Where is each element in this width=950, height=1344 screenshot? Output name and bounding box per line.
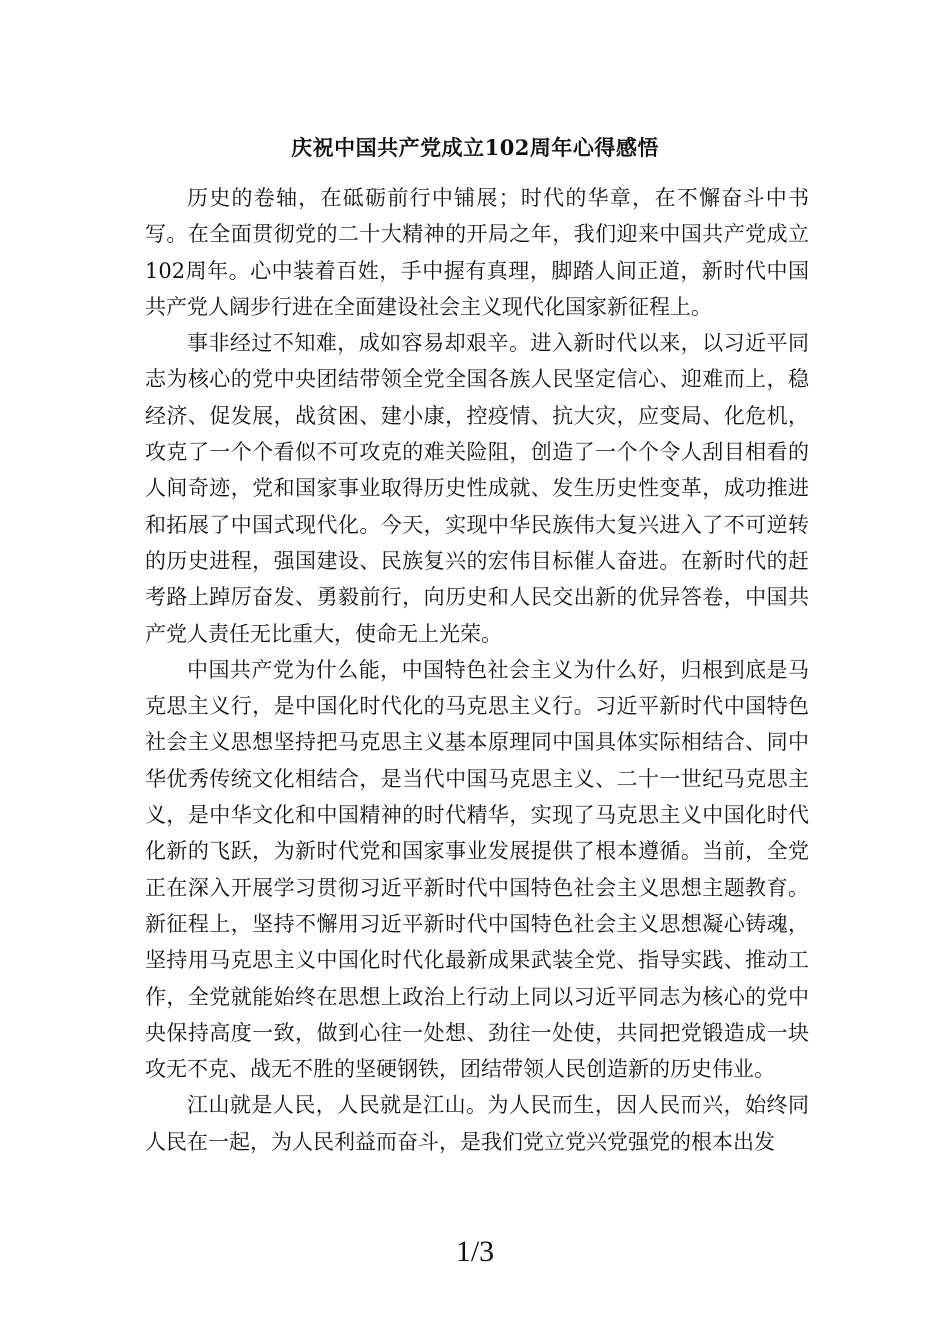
document-title: 庆祝中国共产党成立102周年心得感悟 — [291, 135, 659, 160]
paragraph-3: 中国共产党为什么能，中国特色社会主义为什么好，归根到底是马克思主义行，是中国化时代化的马克思主义行。习近平新时代中国特色社会主义思想坚持把马克思主义基本原理同中国具体实际相结合、同中华优秀传统文化相结合，是当代中国马克思主义、二十一世纪马克思主义，是中华文化和中国精神的时代精华，实现了马克思主义中国化时代化新的飞跃，为新时代党和国家事业发展提供了根本遵循。当前，全党正在深入开展学习贯彻习近平新时代中国特色社会主义思想主题教育。新征程上，坚持不懈用习近平新时代中国特色社会主义思想凝心铸魂，坚持用马克思主义中国化时代化最新成果武装全党、指导实践、推动工作，全党就能始终在思想上政治上行动上同以习近平同志为核心的党中央保持高度一致，做到心往一处想、劲往一处使，共同把党锻造成一块攻无不克、战无不胜的坚硬钢铁，团结带领人民创造新的历史伟业。 — [145, 657, 809, 1082]
paragraph-2: 事非经过不知难，成如容易却艰辛。进入新时代以来，以习近平同志为核心的党中央团结带领全党全国各族人民坚定信心、迎难而上，稳经济、促发展，战贫困、建小康，控疫情、抗大灾，应变局、化危机，攻克了一个个看似不可攻克的难关险阻，创造了一个个令人刮目相看的人间奇迹，党和国家事业取得历史性成就、发生历史性变革，成功推进和拓展了中国式现代化。今天，实现中华民族伟大复兴进入了不可逆转的历史进程，强国建设、民族复兴的宏伟目标催人奋进。在新时代的赶考路上踔厉奋发、勇毅前行，向历史和人民交出新的优异答卷，中国共产党人责任无比重大，使命无上光荣。 — [145, 331, 809, 646]
paragraph-4: 江山就是人民，人民就是江山。为人民而生，因人民而兴，始终同人民在一起，为人民利益而奋斗，是我们党立党兴党强党的根本出发 — [145, 1093, 809, 1154]
page-number: 1/3 — [455, 1235, 495, 1268]
paragraph-1: 历史的卷轴，在砥砺前行中铺展；时代的华章，在不懈奋斗中书写。在全面贯彻党的二十大精神的开局之年，我们迎来中国共产党成立102周年。心中装着百姓，手中握有真理，脚踏人间正道，新时代中国共产党人阔步行进在全面建设社会主义现代化国家新征程上。 — [145, 186, 809, 319]
document-body — [145, 180, 809, 1160]
